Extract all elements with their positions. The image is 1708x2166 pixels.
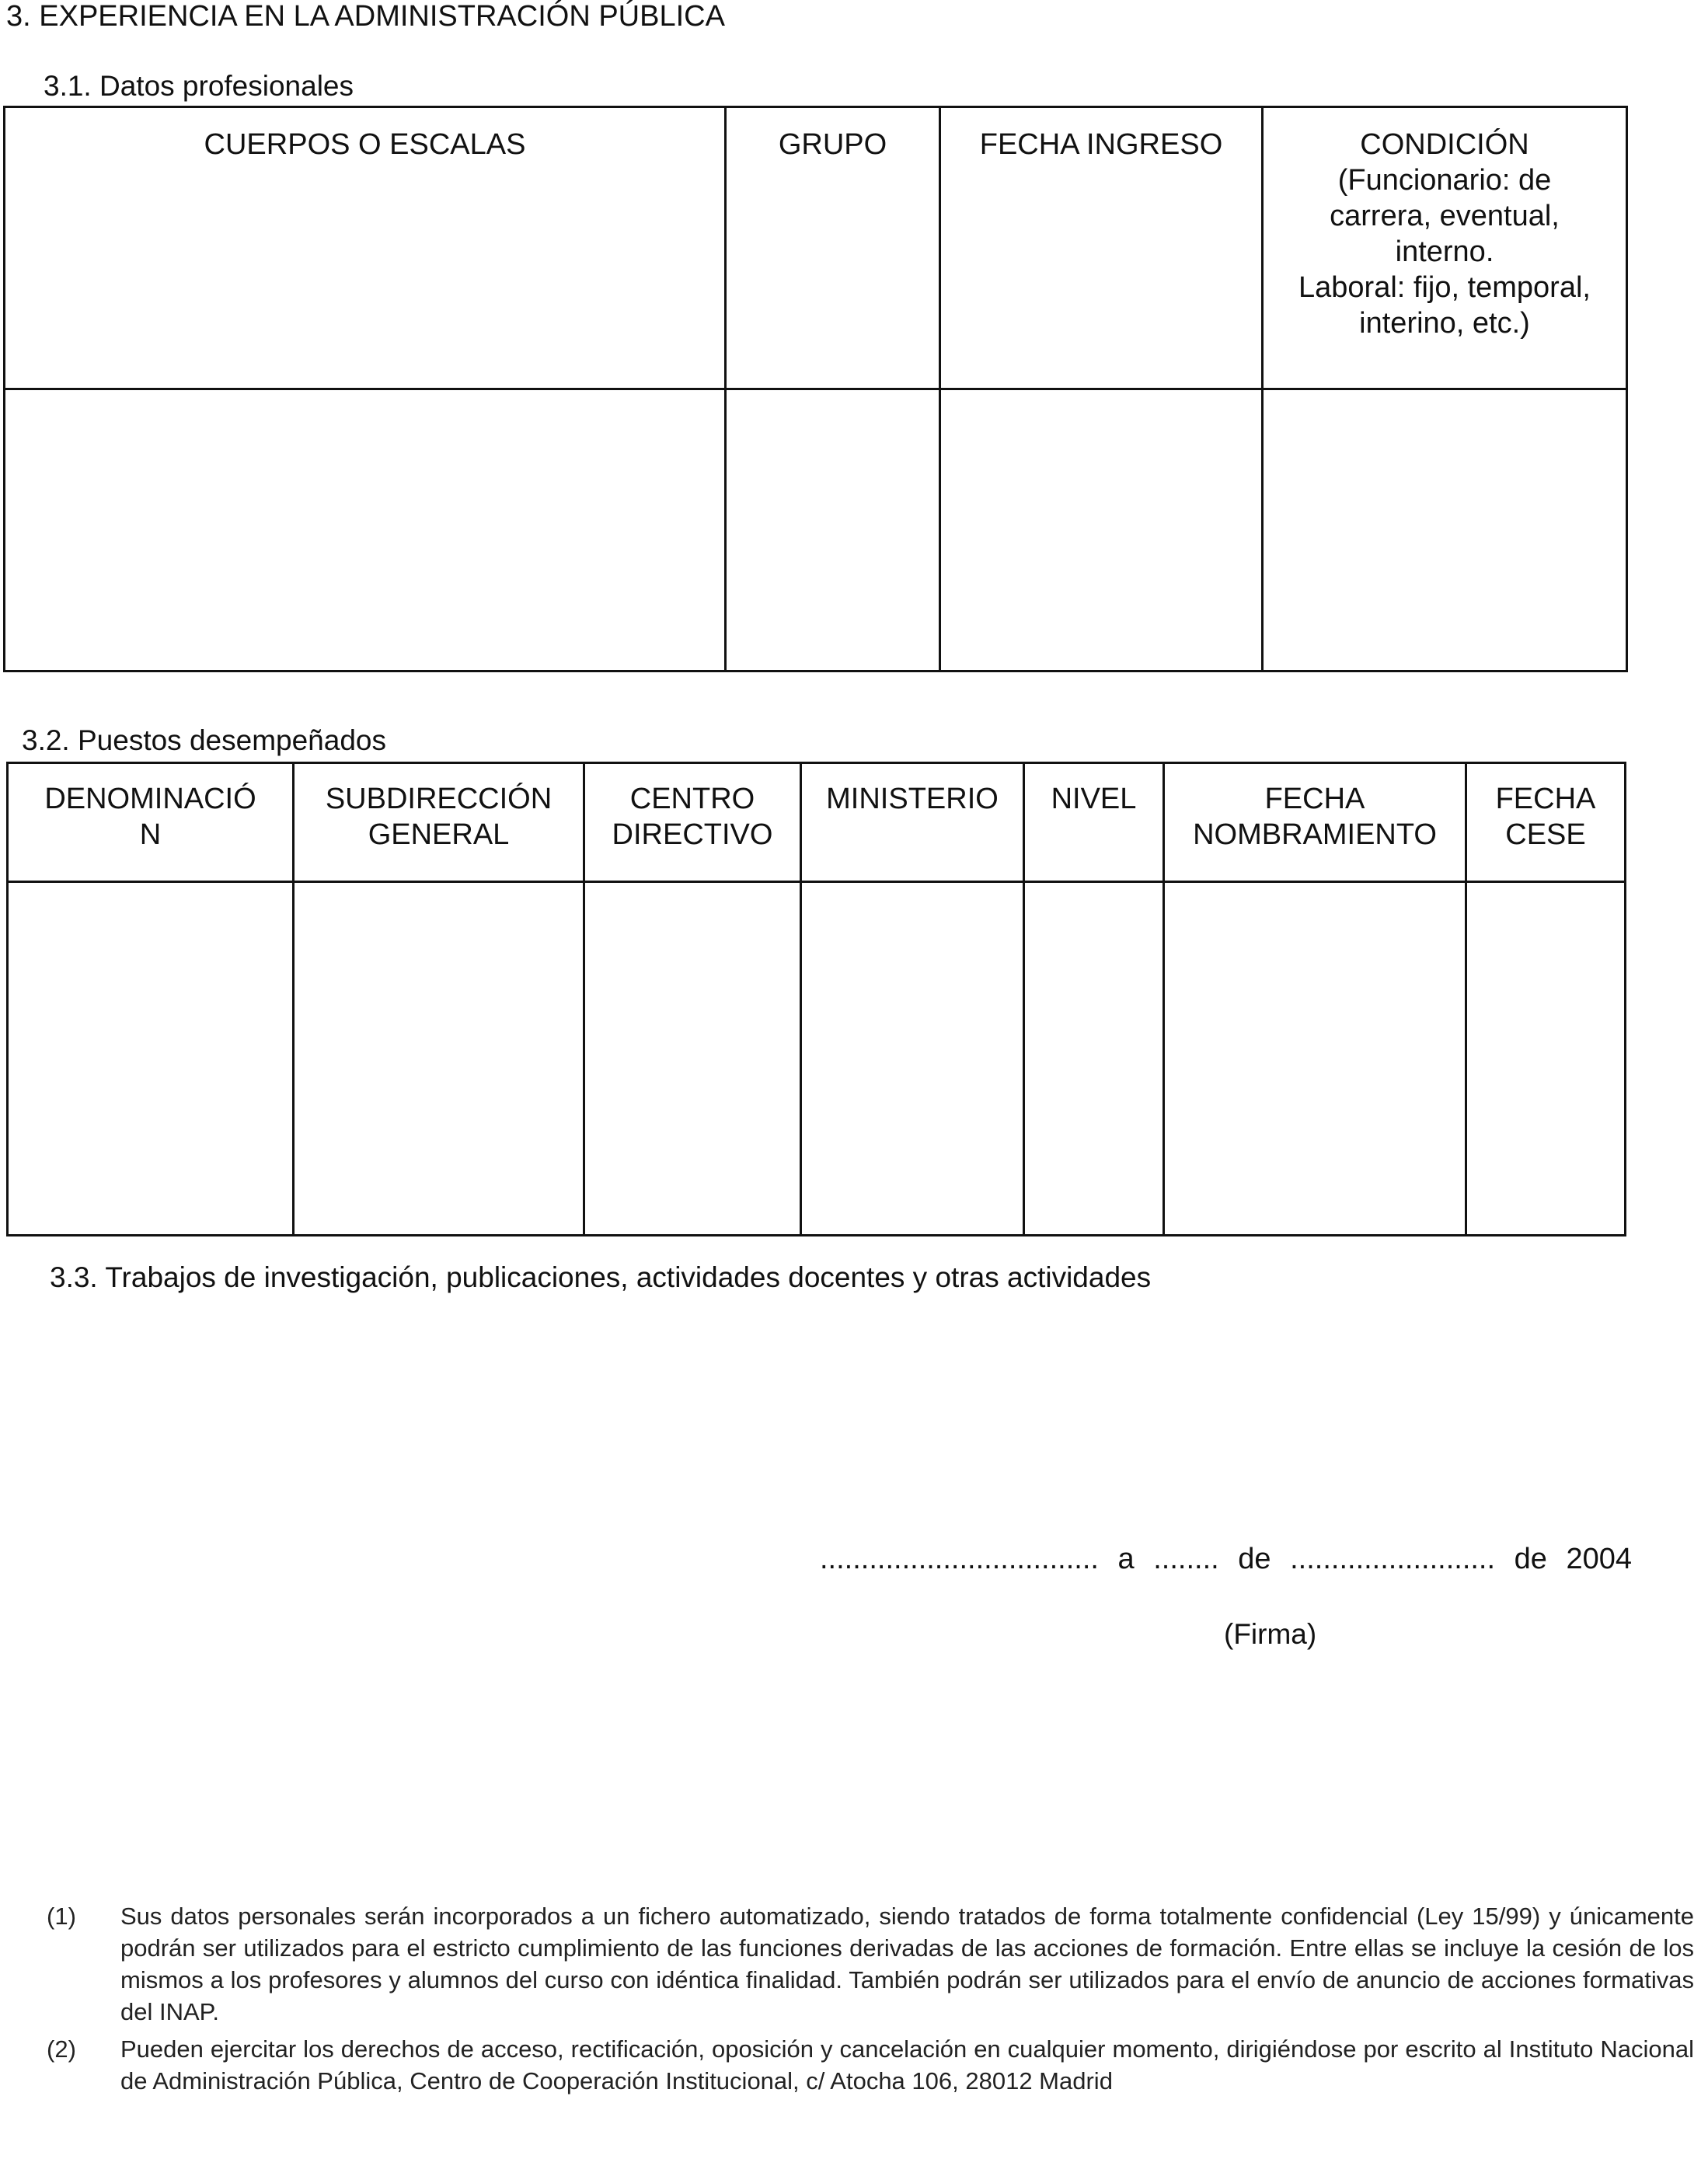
col-subdireccion: SUBDIRECCIÓN GENERAL [294,763,584,882]
centro-directivo-cell[interactable] [584,882,801,1236]
table-row [5,389,1627,671]
col-denominacion: DENOMINACIÓ N [8,763,294,882]
footnote-text: Pueden ejercitar los derechos de acceso, rectificación, oposición y cancelación en cualquier momento, dirigiéndose por escrito al Instituto Nacional de Administración Pública, Centro de Cooperación Institucional, c/ Atocha 106, 28012 Madrid [120,2035,1694,2094]
table-row [8,882,1626,1236]
grupo-cell[interactable] [726,389,940,671]
fecha-nombramiento-cell[interactable] [1164,882,1466,1236]
subdireccion-cell[interactable] [294,882,584,1236]
footnotes [47,1900,1694,2102]
col-grupo: GRUPO [726,107,940,389]
footnote-text: Sus datos personales serán incorporados a un fichero automatizado, siendo tratados de forma totalmente confidencial (Ley 15/99) y únicamente podrán ser utilizados para el estricto cumplimiento de las funciones derivadas de las acciones de formación. Entre ellas se incluye la cesión de los mismos a los profesores y alumnos del curso con idéntica finalidad. También podrán ser utilizados para el envío de anuncio de acciones formativas del INAP. [120,1903,1694,2025]
col-centro-directivo: CENTRO DIRECTIVO [584,763,801,882]
signature-date-line [820,1543,1643,1576]
fecha-ingreso-cell[interactable] [940,389,1263,671]
ministerio-cell[interactable] [801,882,1024,1236]
date-a: a [1117,1543,1135,1575]
puestos-table [6,762,1626,1236]
col-cuerpos-escalas: CUERPOS O ESCALAS [5,107,726,389]
footnote-number: (2) [47,2035,76,2063]
trabajos-title: 3.3. Trabajos de investigación, publicaciones, actividades docentes y otras actividades [50,1261,1152,1293]
col-fecha-cese: FECHA CESE [1466,763,1626,882]
puestos-title: 3.2. Puestos desempeñados [22,724,386,756]
date-de-2: de [1514,1543,1547,1575]
date-year: 2004 [1566,1543,1633,1575]
date-de-1: de [1238,1543,1271,1575]
nivel-cell[interactable] [1024,882,1164,1236]
col-nivel: NIVEL [1024,763,1164,882]
footnote-1 [47,1900,1694,2028]
firma-label: (Firma) [1224,1618,1317,1650]
datos-profesionales-title: 3.1. Datos profesionales [44,70,354,102]
table-header-row [8,763,1626,882]
denominacion-cell[interactable] [8,882,294,1236]
datos-profesionales-table [3,106,1628,672]
day-blank[interactable]: ........ [1153,1543,1219,1575]
table-header-row [5,107,1627,389]
cuerpos-escalas-cell[interactable] [5,389,726,671]
footnote-number: (1) [47,1903,76,1930]
col-ministerio: MINISTERIO [801,763,1024,882]
footnote-2 [47,2033,1694,2097]
col-fecha-ingreso: FECHA INGRESO [940,107,1263,389]
place-blank[interactable]: .................................. [820,1543,1099,1575]
condicion-cell[interactable] [1263,389,1627,671]
fecha-cese-cell[interactable] [1466,882,1626,1236]
col-condicion: CONDICIÓN (Funcionario: de carrera, eventual, interno. Laboral: fijo, temporal, interino, etc.) [1263,107,1627,389]
month-blank[interactable]: ......................... [1290,1543,1496,1575]
col-fecha-nombramiento: FECHA NOMBRAMIENTO [1164,763,1466,882]
section-title: 3. EXPERIENCIA EN LA ADMINISTRACIÓN PÚBLICA [6,0,725,33]
